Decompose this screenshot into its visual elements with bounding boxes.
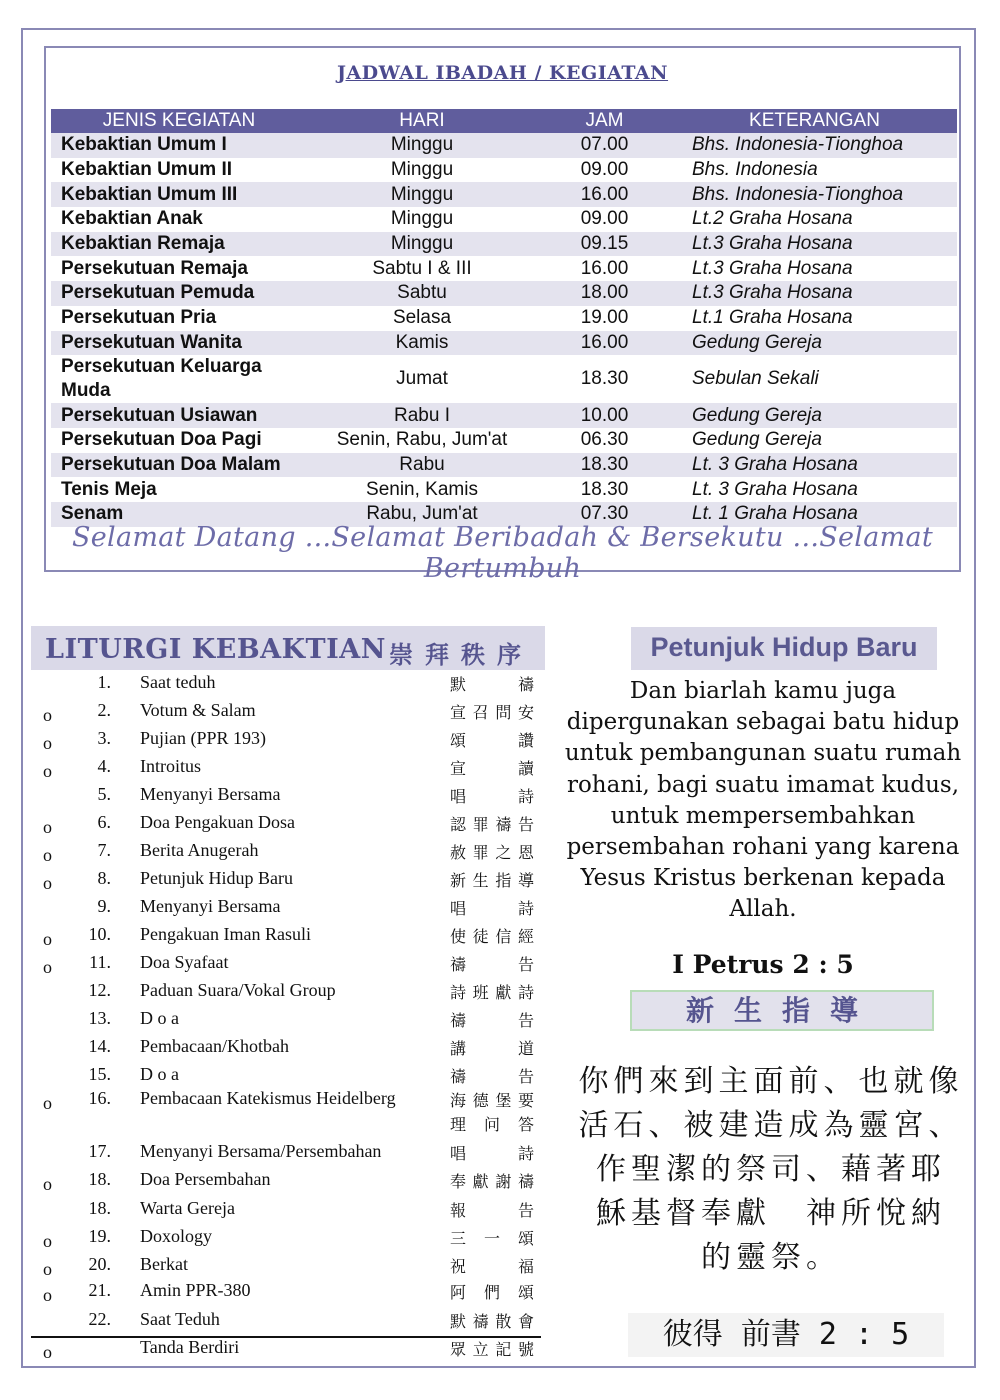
liturgy-item [31, 1008, 545, 1036]
liturgy-item-label: Menyanyi Bersama [140, 896, 281, 916]
schedule-row [51, 477, 957, 502]
schedule-cell-name: Persekutuan Usiawan [51, 403, 307, 428]
schedule-body [51, 133, 957, 527]
schedule-cell-name: Persekutuan Doa Malam [51, 453, 307, 478]
liturgy-item-cn: 唱 詩 [450, 901, 534, 918]
verse-cn-line: 作聖潔的祭司、藉著耶 [596, 1152, 946, 1187]
liturgy-item-no: 19. [88, 1226, 111, 1246]
schedule-row [51, 331, 957, 356]
schedule-row [51, 306, 957, 331]
liturgy-item-label: Warta Gereja [140, 1198, 235, 1218]
schedule-cell-time: 07.30 [537, 502, 672, 527]
schedule-cell-name: Kebaktian Anak [61, 208, 203, 230]
schedule-cell-time: 09.00 [580, 208, 629, 230]
schedule-cell-time: 18.30 [580, 478, 629, 500]
liturgy-item [31, 1169, 545, 1197]
schedule-title: JADWAL IBADAH / KEGIATAN [336, 62, 669, 84]
guide-verse-cn [566, 1060, 976, 1280]
liturgy-item-mark: o [43, 1174, 52, 1194]
schedule-row [51, 355, 957, 403]
liturgy-item-no: 3. [97, 728, 111, 748]
schedule-cell-time: 18.30 [580, 368, 629, 390]
liturgy-item-label: Introitus [140, 756, 201, 776]
schedule-cell-name: Kebaktian Umum I [51, 133, 307, 158]
schedule-cell-day: Rabu I [307, 403, 537, 428]
liturgy-item [31, 1141, 545, 1169]
verse-cn-line: 你們來到主面前、也就像 [578, 1064, 964, 1099]
schedule-cell-day: Selasa [392, 307, 452, 329]
liturgy-item [31, 868, 545, 896]
liturgy-item-no: 5. [97, 784, 111, 804]
schedule-row [51, 182, 957, 207]
schedule-cell-note: Sebulan Sekali [692, 368, 819, 390]
liturgy-title-cn: 崇拜秩序 [389, 641, 533, 669]
liturgy-item [31, 1254, 545, 1282]
schedule-cell-time: 09.00 [580, 159, 629, 181]
schedule-cell-time: 16.00 [537, 182, 672, 207]
schedule-row [51, 281, 957, 306]
liturgy-item-cn: 唱 詩 [450, 789, 534, 806]
schedule-cell-note: Gedung Gereja [672, 403, 957, 428]
liturgy-item-label: Doa Persembahan [140, 1169, 271, 1189]
verse-cn-line: 穌基督奉獻 神所悅納 [596, 1196, 946, 1231]
schedule-cell-day: Minggu [307, 232, 537, 257]
liturgy-item-label: Tanda Berdiri [140, 1337, 240, 1357]
schedule-cell-day: Sabtu [307, 281, 537, 306]
liturgy-item-cn: 禱 告 [450, 957, 534, 974]
schedule-row [51, 428, 957, 453]
schedule-cell-day: Minggu [307, 182, 537, 207]
header-name: JENIS KEGIATAN [51, 109, 307, 133]
liturgy-item-cn: 新生指導 [450, 873, 534, 890]
liturgy-item-label: Menyanyi Bersama/Persembahan [140, 1141, 382, 1161]
liturgy-item-no: 20. [88, 1254, 111, 1274]
liturgy-item [31, 896, 545, 924]
schedule-cell-note: Bhs. Indonesia [692, 159, 818, 181]
verse-cn-line: 的靈祭。 [701, 1240, 841, 1275]
liturgy-item-no: 15. [88, 1064, 111, 1084]
liturgy-item-no: 9. [97, 896, 111, 916]
welcome-text: Selamat Datang ...Selamat Beribadah & Bersekutu ...Selamat Bertumbuh [71, 522, 934, 584]
liturgy-item [31, 756, 545, 784]
liturgy-item [31, 924, 545, 952]
schedule-row [51, 403, 957, 428]
schedule-cell-day: Rabu [307, 453, 537, 478]
liturgy-item-mark: o [43, 1342, 52, 1362]
schedule-cell-note: Lt.3 Graha Hosana [692, 257, 853, 279]
schedule-cell-note: Gedung Gereja [692, 429, 822, 451]
liturgy-item-label: Pujian (PPR 193) [140, 728, 267, 748]
schedule-cell-day: Minggu [390, 208, 454, 230]
verse-line: dipergunakan sebagai batu hidup [566, 709, 960, 736]
liturgy-item-no: 1. [97, 672, 111, 692]
liturgy-item-cn: 三一頌 [450, 1231, 534, 1248]
schedule-cell-time: 09.15 [537, 232, 672, 257]
liturgy-item-cn: 詩班獻詩 [450, 985, 534, 1002]
liturgy-item-mark: o [43, 705, 52, 725]
liturgy-item-cn: 默禱散會 [450, 1314, 534, 1331]
schedule-row [51, 232, 957, 257]
verse-line: Allah. [729, 896, 797, 923]
schedule-cell-name: Persekutuan Wanita [51, 331, 307, 356]
liturgy-item [31, 1337, 545, 1365]
liturgy-item-cn: 禱 告 [450, 1013, 534, 1030]
liturgy-item-no: 4. [97, 756, 111, 776]
liturgy-item-cn: 認罪禱告 [450, 817, 534, 834]
liturgy-item-cn: 眾立記號 [450, 1342, 534, 1359]
liturgy-item-no: 10. [88, 924, 111, 944]
liturgy-item-label: Petunjuk Hidup Baru [140, 868, 293, 888]
liturgy-item-no: 2. [97, 700, 111, 720]
liturgy-item-no: 6. [97, 812, 111, 832]
liturgy-item-label: Pembacaan/Khotbah [140, 1036, 289, 1056]
schedule-cell-time: 19.00 [580, 307, 629, 329]
liturgy-item-cn: 禱 告 [450, 1069, 534, 1086]
header-day: HARI [307, 109, 537, 133]
liturgy-item-label: Votum & Salam [140, 700, 256, 720]
liturgy-item-label: Amin PPR-380 [140, 1280, 251, 1300]
schedule-cell-day: Sabtu I & III [372, 257, 472, 279]
liturgy-item-label: Pembacaan Katekismus Heidelberg [140, 1088, 396, 1108]
guide-verse [562, 676, 964, 926]
liturgy-item-mark: o [43, 1231, 52, 1251]
guide-title: Petunjuk Hidup Baru [631, 627, 937, 670]
schedule-cell-day: Minggu [307, 133, 537, 158]
schedule-cell-note: Lt.3 Graha Hosana [672, 281, 957, 306]
liturgy-item-no: 22. [88, 1309, 111, 1329]
guide-verse-ref-cn: 彼得 前書 2 : 5 [628, 1313, 944, 1357]
liturgy-item-label: Saat Teduh [140, 1309, 220, 1329]
liturgy-item-mark: o [43, 1093, 52, 1113]
schedule-cell-time: 18.30 [537, 453, 672, 478]
liturgy-item-cn: 赦罪之恩 [450, 845, 534, 862]
liturgy-item-cn2: 理问答 [450, 1117, 534, 1134]
liturgy-title: LITURGI KEBAKTIAN [45, 634, 386, 665]
liturgy-item-label: Menyanyi Bersama [140, 784, 281, 804]
liturgy-item [31, 812, 545, 840]
liturgy-item-label: Paduan Suara/Vokal Group [140, 980, 336, 1000]
liturgy-item-mark: o [43, 873, 52, 893]
schedule-cell-name: Senam [51, 502, 307, 527]
liturgy-item-cn: 報 告 [450, 1203, 534, 1220]
liturgy-item [31, 1198, 545, 1226]
liturgy-item-cn: 宣召問安 [450, 705, 534, 722]
liturgy-item-mark: o [43, 733, 52, 753]
schedule-cell-note: Lt.2 Graha Hosana [692, 208, 853, 230]
schedule-cell-note: Lt. 1 Graha Hosana [672, 502, 957, 527]
liturgy-item [31, 728, 545, 756]
schedule-cell-name: Persekutuan Keluarga Muda [61, 356, 262, 402]
schedule-cell-day: Rabu, Jum'at [307, 502, 537, 527]
liturgy-item [31, 1226, 545, 1254]
liturgy-item-label: Berita Anugerah [140, 840, 259, 860]
schedule-cell-name: Kebaktian Umum III [51, 182, 307, 207]
liturgy-item-cn: 默 禱 [450, 677, 534, 694]
schedule-cell-time: 16.00 [537, 331, 672, 356]
liturgy-item-cn: 海德堡要 [450, 1093, 534, 1110]
schedule-cell-name: Persekutuan Remaja [61, 257, 248, 279]
schedule-cell-name: Persekutuan Doa Pagi [61, 429, 262, 451]
liturgy-item-mark: o [43, 761, 52, 781]
liturgy-item-mark: o [43, 929, 52, 949]
schedule-cell-note: Bhs. Indonesia-Tionghoa [672, 182, 957, 207]
liturgy-item-mark: o [43, 817, 52, 837]
schedule-row [51, 158, 957, 183]
verse-line: Yesus Kristus berkenan kepada [580, 865, 946, 892]
liturgy-item [31, 1036, 545, 1064]
schedule-cell-time: 06.30 [580, 429, 629, 451]
liturgy-item [31, 1280, 545, 1308]
liturgy-item [31, 1088, 545, 1134]
verse-cn-line: 活石、被建造成為靈宮、 [578, 1108, 964, 1143]
liturgy-item-no: 13. [88, 1008, 111, 1028]
schedule-cell-note: Lt.3 Graha Hosana [672, 232, 957, 257]
schedule-box [44, 46, 961, 584]
guide-title-cn: 新生指導 [630, 990, 934, 1031]
liturgy-item-mark: o [43, 957, 52, 977]
liturgy-item-label: Doxology [140, 1226, 212, 1246]
liturgy-item-label: Saat teduh [140, 672, 216, 692]
liturgy-item-mark: o [43, 845, 52, 865]
schedule-cell-time: 16.00 [580, 257, 629, 279]
liturgy-item-no: 18. [88, 1198, 111, 1218]
liturgy-item-label: Doa Pengakuan Dosa [140, 812, 295, 832]
schedule-cell-day: Minggu [390, 159, 454, 181]
liturgy-item-label: Pengakuan Iman Rasuli [140, 924, 311, 944]
liturgy-item-mark: o [43, 1259, 52, 1279]
liturgy-item-label: D o a [140, 1008, 179, 1028]
schedule-cell-note: Lt.1 Graha Hosana [692, 307, 853, 329]
liturgy-item-no: 8. [97, 868, 111, 888]
liturgy-item [31, 980, 545, 1008]
liturgy-item-label: Berkat [140, 1254, 188, 1274]
liturgy-item-mark: o [43, 1285, 52, 1305]
header-time: JAM [537, 109, 672, 133]
liturgy-item-cn: 唱 詩 [450, 1146, 534, 1163]
liturgy-item [31, 952, 545, 980]
schedule-cell-name: Kebaktian Umum II [61, 159, 233, 181]
verse-line: untuk pembangunan suatu rumah [564, 740, 962, 767]
liturgy-item-cn: 宣 讀 [450, 761, 534, 778]
liturgy-divider [31, 1336, 541, 1338]
schedule-header-row [51, 109, 957, 133]
header-note: KETERANGAN [672, 109, 957, 133]
liturgy-item-cn: 使徒信經 [450, 929, 534, 946]
liturgy-item-cn: 奉獻謝禱 [450, 1174, 534, 1191]
liturgy-item [31, 784, 545, 812]
liturgy-item-label: Doa Syafaat [140, 952, 229, 972]
schedule-cell-day: Senin, Kamis [366, 478, 478, 500]
schedule-cell-time: 18.00 [537, 281, 672, 306]
liturgy-item-cn: 講 道 [450, 1041, 534, 1058]
liturgy-item-label: D o a [140, 1064, 179, 1084]
liturgy-item-no: 21. [88, 1280, 111, 1300]
liturgy-item-no: 18. [88, 1169, 111, 1189]
schedule-cell-name: Persekutuan Pemuda [51, 281, 307, 306]
liturgy-item [31, 700, 545, 728]
schedule-row [51, 207, 957, 232]
liturgy-item-no: 7. [97, 840, 111, 860]
schedule-cell-note: Gedung Gereja [672, 331, 957, 356]
schedule-cell-day: Kamis [307, 331, 537, 356]
schedule-cell-note: Bhs. Indonesia-Tionghoa [672, 133, 957, 158]
liturgy-item-no: 11. [89, 952, 111, 972]
liturgy-item-cn: 祝 福 [450, 1259, 534, 1276]
liturgy-item-no: 16. [88, 1088, 111, 1108]
liturgy-item-no: 14. [88, 1036, 111, 1056]
verse-line: persembahan rohani yang karena [566, 834, 960, 861]
schedule-cell-note: Lt. 3 Graha Hosana [672, 453, 957, 478]
liturgy-item-no: 12. [88, 980, 111, 1000]
schedule-cell-name: Tenis Meja [61, 478, 157, 500]
schedule-cell-time: 07.00 [537, 133, 672, 158]
verse-line: Dan biarlah kamu juga [629, 678, 897, 704]
schedule-cell-name: Persekutuan Pria [61, 307, 217, 329]
schedule-cell-time: 10.00 [537, 403, 672, 428]
liturgy-item-no: 17. [88, 1141, 111, 1161]
guide-verse-ref: I Petrus 2 : 5 [672, 950, 854, 979]
liturgy-item [31, 672, 545, 700]
verse-line: rohani, bagi suatu imamat kudus, [566, 771, 960, 798]
liturgy-item [31, 840, 545, 868]
schedule-row [51, 256, 957, 281]
liturgy-item-cn: 阿們頌 [450, 1285, 534, 1302]
liturgy-item [31, 1309, 545, 1337]
liturgy-item-cn: 頌 讚 [450, 733, 534, 750]
schedule-cell-day: Senin, Rabu, Jum'at [336, 429, 508, 451]
verse-line: untuk mempersembahkan [610, 802, 916, 829]
schedule-row [51, 453, 957, 478]
schedule-cell-day: Jumat [396, 368, 448, 390]
liturgy-header [31, 626, 545, 670]
schedule-cell-name: Kebaktian Remaja [51, 232, 307, 257]
schedule-row [51, 133, 957, 158]
schedule-table [51, 109, 957, 527]
schedule-cell-note: Lt. 3 Graha Hosana [692, 478, 858, 500]
